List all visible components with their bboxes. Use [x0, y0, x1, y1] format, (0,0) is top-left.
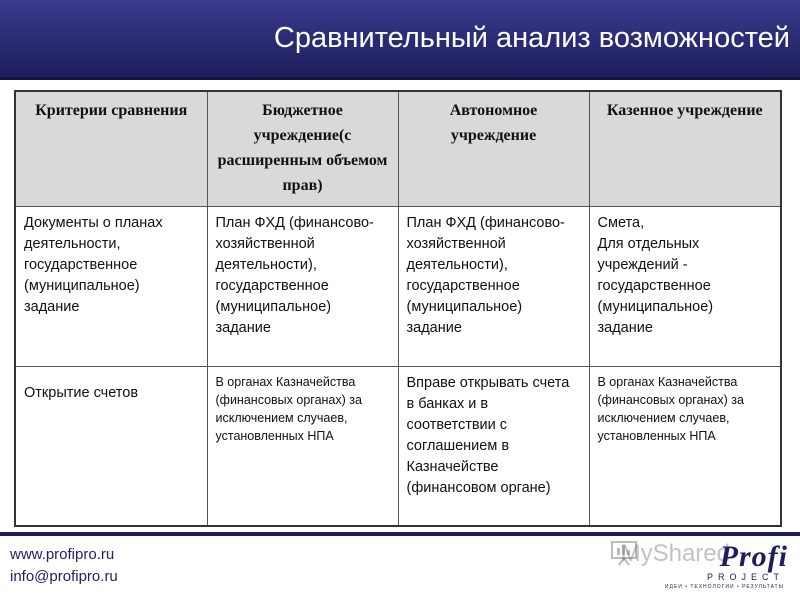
profi-project-logo	[598, 540, 788, 596]
header-criteria: Критерии сравнения	[15, 91, 207, 206]
website-link[interactable]: www.profipro.ru	[10, 546, 115, 563]
row1-budget-line1: План ФХД (финансово-хозяйственной деятельности),	[215, 214, 374, 273]
row1-state	[589, 206, 781, 366]
logo-tagline: ИДЕИ • ТЕХНОЛОГИИ • РЕЗУЛЬТАТЫ	[664, 584, 784, 590]
row1-autonomous-line1: План ФХД (финансово-хозяйственной деятельности),	[406, 214, 565, 273]
watermark-text: MyShared	[620, 540, 730, 567]
comparison-table-container	[14, 90, 780, 524]
row1-budget-line2: государственное (муниципальное) задание	[215, 277, 332, 336]
header-budget: Бюджетное учреждение(с расширенным объемом прав)	[207, 91, 398, 206]
row1-state-line1: Смета,	[597, 214, 645, 231]
footer-contacts	[10, 544, 118, 588]
table-row	[15, 206, 781, 366]
row1-state-line2: Для отдельных учреждений - государственное (муниципальное) задание	[597, 235, 714, 336]
row2-criterion: Открытие счетов	[15, 366, 207, 526]
logo-main-text: Profi	[719, 540, 788, 573]
logo-project-text: PROJECT	[706, 572, 784, 582]
header-autonomous: Автономное учреждение	[398, 91, 589, 206]
table-row	[15, 366, 781, 526]
row1-criterion: Документы о планах деятельности, государственное (муниципальное) задание	[15, 206, 207, 366]
table-header-row	[15, 91, 781, 206]
email-link[interactable]: info@profipro.ru	[10, 568, 118, 585]
row1-autonomous-line2: государственное (муниципальное) задание	[406, 277, 523, 336]
row2-autonomous: Вправе открывать счета в банках и в соответствии с соглашением в Казначействе (финансовом органе)	[398, 366, 589, 526]
row2-state: В органах Казначейства (финансовых органах) за исключением случаев, установленных НПА	[589, 366, 781, 526]
row2-budget: В органах Казначейства (финансовых органах) за исключением случаев, установленных НПА	[207, 366, 398, 526]
header-state: Казенное учреждение	[589, 91, 781, 206]
row1-autonomous	[398, 206, 589, 366]
slide-header	[0, 0, 800, 80]
footer-divider	[0, 532, 800, 536]
row1-budget	[207, 206, 398, 366]
slide-title: Сравнительный анализ возможностей	[273, 22, 790, 54]
comparison-table	[14, 90, 782, 527]
